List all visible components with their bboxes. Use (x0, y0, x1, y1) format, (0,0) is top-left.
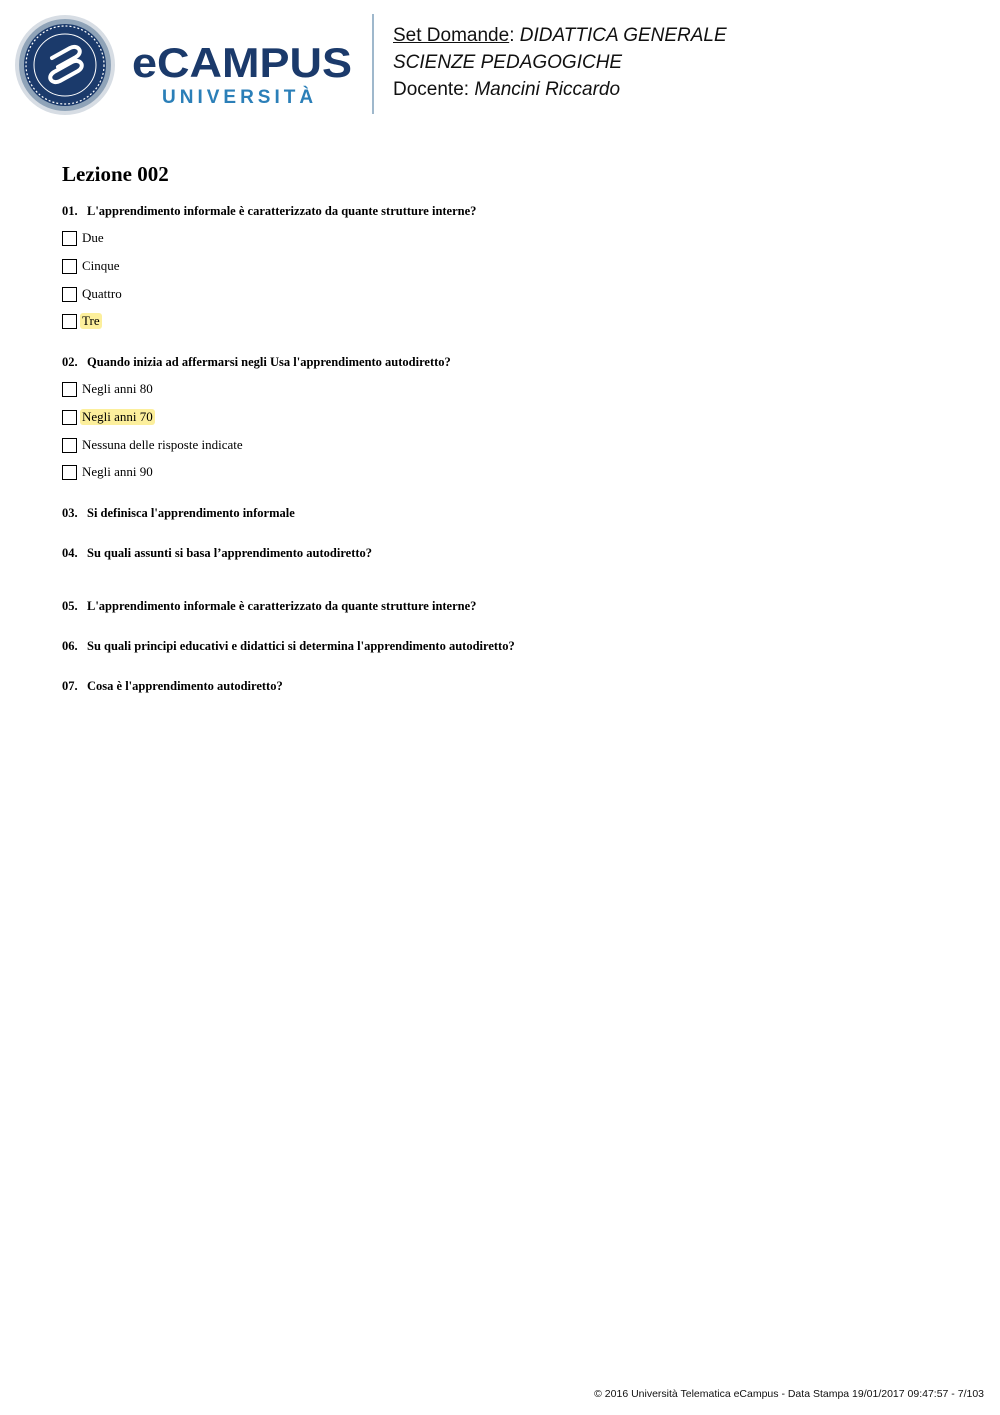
answer-option[interactable] (62, 408, 155, 426)
option-label: Due (82, 230, 104, 245)
checkbox[interactable] (62, 382, 77, 397)
question-number: 01. (62, 204, 78, 218)
question-text: L'apprendimento informale è caratterizzato da quante strutture interne? (87, 204, 477, 218)
question-02 (62, 355, 451, 370)
question-06 (62, 639, 515, 654)
faculty-line (393, 49, 727, 76)
logo-text: eCAMPUS (132, 42, 352, 82)
question-text: L'apprendimento informale è caratterizzato da quante strutture interne? (87, 599, 477, 613)
checkbox[interactable] (62, 287, 77, 302)
page-footer: © 2016 Università Telematica eCampus - Data Stampa 19/01/2017 09:47:57 - 7/103 (594, 1388, 984, 1400)
option-label: Negli anni 90 (82, 464, 153, 479)
lesson-title: Lezione 002 (62, 162, 169, 186)
checkbox[interactable] (62, 465, 77, 480)
question-text: Si definisca l'apprendimento informale (87, 506, 295, 520)
option-label: Cinque (82, 258, 120, 273)
course-line (393, 22, 727, 49)
course-name: DIDATTICA GENERALE (519, 25, 727, 46)
option-label: Negli anni 80 (82, 381, 153, 396)
checkbox[interactable] (62, 438, 77, 453)
question-text: Cosa è l'apprendimento autodiretto? (87, 679, 283, 693)
teacher-label: Docente: (393, 79, 470, 100)
question-03 (62, 506, 295, 521)
logo-subtext: UNIVERSITÀ (162, 87, 318, 108)
question-01 (62, 204, 476, 219)
answer-option[interactable] (62, 436, 245, 454)
option-label: Negli anni 70 (82, 409, 153, 424)
question-05 (62, 599, 476, 614)
question-number: 06. (62, 639, 78, 653)
checkbox[interactable] (62, 314, 77, 329)
option-label: Nessuna delle risposte indicate (82, 437, 243, 452)
question-text: Quando inizia ad affermarsi negli Usa l'apprendimento autodiretto? (87, 355, 451, 369)
page-header (0, 0, 1000, 130)
option-label: Quattro (82, 286, 122, 301)
option-label: Tre (82, 313, 100, 328)
set-label: Set Domande (393, 25, 510, 46)
question-number: 04. (62, 546, 78, 560)
question-04 (62, 546, 372, 561)
checkbox[interactable] (62, 259, 77, 274)
question-set (62, 160, 942, 693)
question-text: Su quali principi educativi e didattici si determina l'apprendimento autodiretto? (87, 639, 515, 653)
ecampus-wordmark (132, 42, 354, 82)
answer-option[interactable] (62, 380, 155, 398)
answer-option[interactable] (62, 229, 106, 247)
faculty-name: SCIENZE PEDAGOGICHE (393, 52, 623, 73)
checkbox[interactable] (62, 410, 77, 425)
question-number: 05. (62, 599, 78, 613)
question-text: Su quali assunti si basa l’apprendimento autodiretto? (87, 546, 373, 560)
teacher-line (393, 76, 727, 103)
answer-option[interactable] (62, 285, 124, 303)
question-number: 02. (62, 355, 78, 369)
question-number: 07. (62, 679, 78, 693)
course-info (393, 22, 727, 103)
teacher-name: Mancini Riccardo (474, 79, 621, 100)
answer-option[interactable] (62, 257, 122, 275)
answer-option[interactable] (62, 312, 102, 330)
question-number: 03. (62, 506, 78, 520)
question-07 (62, 679, 283, 694)
answer-option[interactable] (62, 463, 155, 481)
set-separator: : (509, 25, 515, 46)
header-divider (372, 14, 374, 114)
ecampus-seal-logo (14, 14, 116, 116)
checkbox[interactable] (62, 231, 77, 246)
